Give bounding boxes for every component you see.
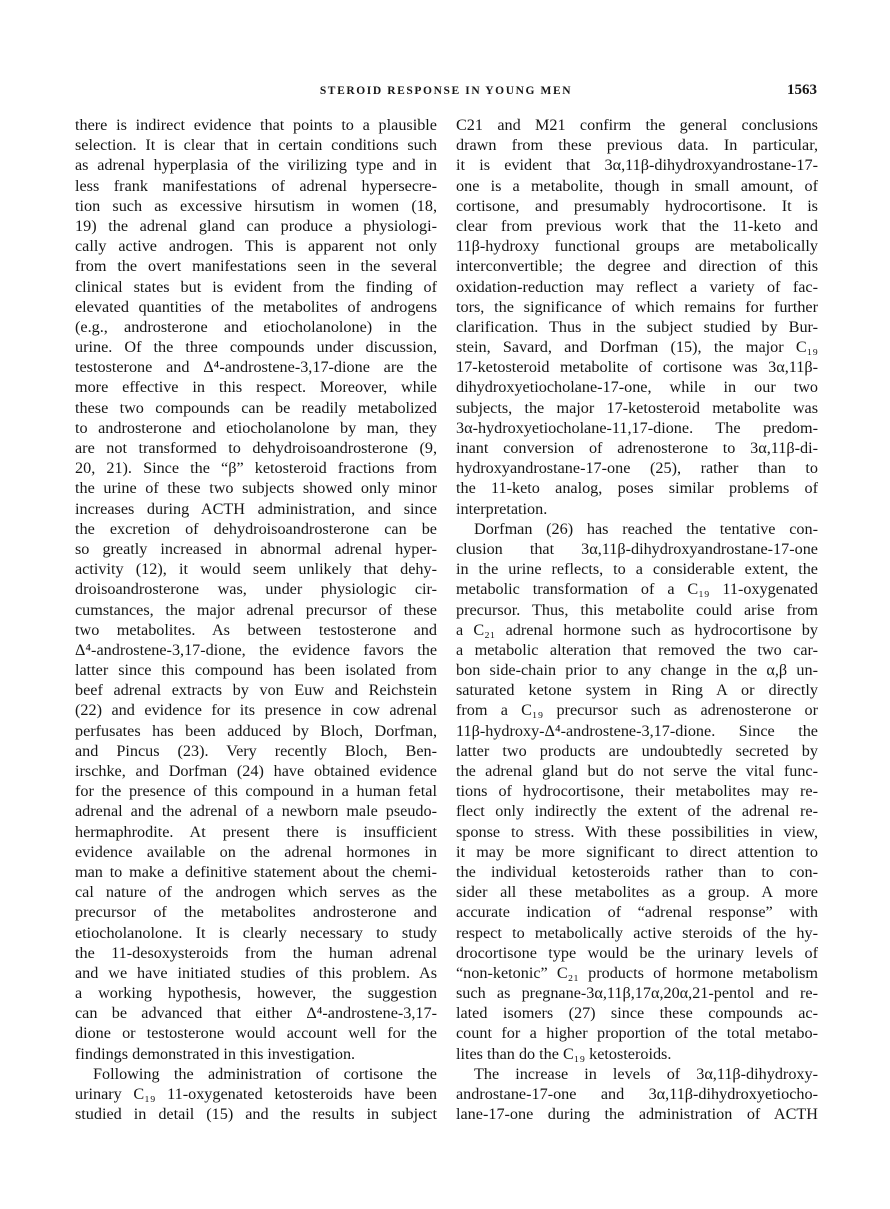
text-line: 17-ketosteroid metabolite of cortisone was 3α,11β-	[456, 358, 818, 377]
text-line: clusion that 3α,11β-dihydroxyandrostane-17-one	[456, 539, 818, 558]
text-line: subjects, the major 17-ketosteroid metabolite was	[456, 398, 818, 417]
running-title: STEROID RESPONSE IN YOUNG MEN	[319, 85, 573, 97]
text-line: (e.g., androsterone and etiocholanolone) in the	[75, 317, 437, 336]
text-line: Dorfman (26) has reached the tentative con-	[474, 519, 818, 538]
text-line: for the presence of this compound in a human fetal	[75, 782, 437, 801]
text-line: elevated quantities of the metabolites of androgens	[75, 297, 437, 316]
text-line: urinary C₁₉ 11-oxygenated ketosteroids have been	[75, 1085, 437, 1103]
text-line: latter two products are undoubtedly secreted by	[456, 741, 818, 760]
text-line: the individual ketosteroids rather than to con-	[456, 862, 818, 881]
text-line: studied in detail (15) and the results in subject	[75, 1105, 437, 1124]
text-line: clear from previous work that the 11-keto and	[456, 216, 818, 235]
text-line: lane-17-one during the administration of ACTH	[456, 1105, 818, 1124]
text-line: Δ⁴-androstene-3,17-dione, the evidence favors the	[75, 640, 437, 659]
text-line: one is a metabolite, though in small amount, of	[456, 176, 818, 195]
text-line: adrenal and the adrenal of a newborn male pseudo-	[75, 802, 437, 821]
text-line: the adrenal gland but do not serve the vital func-	[456, 762, 818, 780]
text-line: Following the administration of cortisone the	[93, 1064, 437, 1083]
text-line: cally active androgen. This is apparent not only	[75, 237, 437, 256]
text-line: urine. Of the three compounds under discussion,	[75, 338, 437, 357]
text-line: cumstances, the major adrenal precursor of these	[75, 600, 437, 619]
text-line: 11β-hydroxy functional groups are metabolically	[456, 237, 818, 256]
text-line: a working hypothesis, however, the suggestion	[75, 984, 437, 1003]
text-line: in the urine reflects, to a considerable extent, the	[456, 560, 818, 579]
text-line: cal nature of the androgen which serves as the	[75, 883, 437, 902]
text-line: as adrenal hyperplasia of the virilizing type and in	[75, 156, 437, 175]
text-line: these two compounds can be readily metabolized	[75, 398, 437, 417]
running-head	[75, 82, 817, 102]
text-line: tion such as excessive hirsutism in women (18,	[75, 196, 437, 215]
text-line: (22) and evidence for its presence in cow adrenal	[75, 701, 437, 720]
text-line: perfusates has been adduced by Bloch, Dorfman,	[75, 721, 437, 740]
text-line: are not transformed to dehydroisoandrosterone (9,	[75, 439, 437, 457]
text-line: precursor of the metabolites androsterone and	[75, 903, 437, 922]
text-line: evidence available on the adrenal hormones in	[75, 842, 437, 861]
text-line: from a C₁₉ precursor such as adrenosterone or	[456, 701, 818, 720]
text-line: more effective in this respect. Moreover, while	[75, 378, 437, 397]
text-line: drawn from these previous data. In particular,	[456, 136, 818, 155]
text-line: increases during ACTH administration, and since	[75, 499, 437, 518]
text-line: tions of hydrocortisone, their metabolites may re-	[456, 782, 818, 801]
text-line: lated isomers (27) since these compounds ac-	[456, 1004, 818, 1023]
text-line: dione or testosterone would account well for the	[75, 1024, 437, 1043]
text-line: droisoandrosterone was, under physiologic cir-	[75, 580, 437, 599]
text-line: interpretation.	[456, 499, 548, 518]
text-line: can be advanced that either Δ⁴-androstene-3,17-	[75, 1004, 437, 1023]
text-line: it may be more significant to direct attention to	[456, 842, 818, 861]
text-line: to androsterone and etiocholanolone by man, they	[75, 418, 437, 437]
text-line: latter since this compound has been isolated from	[75, 661, 437, 680]
text-line: count for a higher proportion of the total metabo-	[456, 1024, 818, 1043]
text-line: hydroxyandrostane-17-one (25), rather than to	[456, 459, 818, 478]
text-line: it is evident that 3α,11β-dihydroxyandrostane-17-	[456, 156, 818, 175]
text-line: The increase in levels of 3α,11β-dihydroxy-	[474, 1064, 818, 1083]
text-line: respect to metabolically active steroids of the hy-	[456, 923, 818, 942]
text-line: there is indirect evidence that points to a plausible	[75, 116, 437, 134]
text-line: cortisone, and presumably hydrocortisone. It is	[456, 196, 818, 215]
text-line: two metabolites. As between testosterone and	[75, 620, 437, 639]
text-line: clarification. Thus in the subject studied by Bur-	[456, 317, 818, 336]
text-line: accurate indication of “adrenal response” with	[456, 903, 818, 922]
text-line: tors, the significance of which remains for further	[456, 297, 818, 316]
text-line: less frank manifestations of adrenal hypersecre-	[75, 176, 437, 195]
text-line: findings demonstrated in this investigation.	[75, 1044, 356, 1063]
text-line: the urine of these two subjects showed only minor	[75, 479, 437, 498]
text-line: testosterone and Δ⁴-androstene-3,17-dione are the	[75, 358, 437, 377]
left-column	[75, 115, 437, 1124]
text-line: dihydroxyetiocholane-17-one, while in our two	[456, 378, 818, 397]
text-line: clinical states but is evident from the finding of	[75, 277, 437, 296]
right-column	[456, 115, 818, 1124]
text-line: from the overt manifestations seen in the several	[75, 257, 437, 276]
text-line: irschke, and Dorfman (24) have obtained evidence	[75, 762, 437, 780]
text-line: activity (12), it would seem unlikely that dehy-	[75, 560, 437, 579]
text-line: C21 and M21 confirm the general conclusions	[456, 116, 818, 134]
text-line: inant conversion of adrenosterone to 3α,11β-di-	[456, 439, 818, 457]
text-line: oxidation-reduction may reflect a variety of fac-	[456, 277, 818, 296]
text-line: saturated ketone system in Ring A or directly	[456, 681, 818, 700]
text-line: stein, Savard, and Dorfman (15), the major C₁₉	[456, 338, 818, 357]
text-line: etiocholanolone. It is clearly necessary to study	[75, 923, 437, 942]
text-line: beef adrenal extracts by von Euw and Reichstein	[75, 681, 437, 700]
text-line: bon side-chain prior to any change in the α,β un-	[456, 661, 818, 680]
text-line: such as pregnane-3α,11β,17α,20α,21-pentol and re-	[456, 984, 818, 1003]
text-line: androstane-17-one and 3α,11β-dihydroxyetiocho-	[456, 1085, 818, 1103]
text-line: drocortisone type would be the urinary levels of	[456, 943, 818, 962]
text-line: the 11-keto analog, poses similar problems of	[456, 479, 818, 498]
text-line: the excretion of dehydroisoandrosterone can be	[75, 519, 437, 538]
text-line: man to make a definitive statement about the chemi-	[75, 862, 437, 881]
text-line: 11β-hydroxy-Δ⁴-androstene-3,17-dione. Since the	[456, 721, 818, 740]
text-line: precursor. Thus, this metabolite could arise from	[456, 600, 818, 619]
text-line: interconvertible; the degree and direction of this	[456, 257, 818, 276]
text-line: a metabolic alteration that removed the two car-	[456, 640, 818, 659]
text-line: 3α-hydroxyetiocholane-11,17-dione. The predom-	[456, 418, 818, 437]
text-line: flect only indirectly the extent of the adrenal re-	[456, 802, 818, 821]
text-line: sider all these metabolites as a group. A more	[456, 883, 818, 902]
text-line: and we have initiated studies of this problem. As	[75, 963, 437, 982]
text-line: selection. It is clear that in certain conditions such	[75, 136, 437, 155]
text-line: hermaphrodite. At present there is insufficient	[75, 822, 437, 841]
text-line: so greatly increased in abnormal adrenal hyper-	[75, 539, 437, 558]
text-line: metabolic transformation of a C₁₉ 11-oxygenated	[456, 580, 818, 599]
text-line: 19) the adrenal gland can produce a physiologi-	[75, 216, 437, 235]
text-line: lites than do the C₁₉ ketosteroids.	[456, 1044, 672, 1063]
page-number: 1563	[787, 82, 817, 98]
text-line: a C₂₁ adrenal hormone such as hydrocortisone by	[456, 620, 818, 639]
text-line: and Pincus (23). Very recently Bloch, Ben-	[75, 741, 437, 760]
text-line: “non-ketonic” C₂₁ products of hormone metabolism	[456, 963, 818, 982]
text-line: 20, 21). Since the “β” ketosteroid fractions from	[75, 459, 437, 478]
text-line: the 11-desoxysteroids from the human adrenal	[75, 943, 437, 962]
text-line: sponse to stress. With these possibilities in view,	[456, 822, 818, 841]
